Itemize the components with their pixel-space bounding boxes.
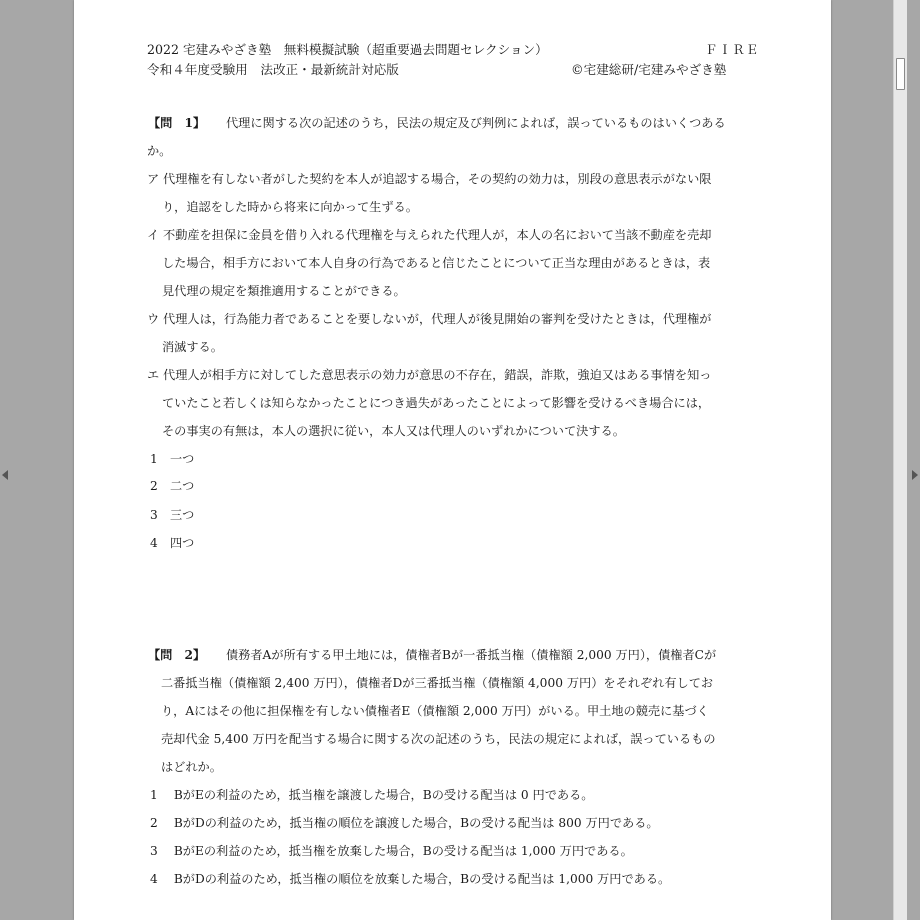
q2-stem-cont: 売却代金 5,400 万円を配当する場合に関する次の記述のうち，民法の規定によれば，誤っているもの (161, 732, 716, 746)
q1-statement-i: イ 不動産を担保に金員を借り入れる代理権を与えられた代理人が，本人の名において当該不動産を売却 (147, 228, 712, 242)
q2-stem-cont: はどれか。 (161, 760, 222, 774)
header-series: ＦＩＲＥ (705, 42, 760, 57)
q1-statement-u-cont: 消滅する。 (162, 340, 223, 354)
q1-statement-e: エ 代理人が相手方に対してした意思表示の効力が意思の不存在，錯誤，詐欺，強迫又はある事情を知っ (147, 368, 712, 382)
header-edition: 令和４年度受験用 法改正・最新統計対応版 (147, 62, 399, 77)
q1-statement-e-cont: その事実の有無は，本人の選択に従い，本人又は代理人のいずれかについて決する。 (162, 424, 625, 438)
q1-choice: 3 三つ (150, 508, 195, 522)
header-title: 2022 宅建みやざき塾 無料模擬試験（超重要過去問題セレクション） (147, 42, 548, 57)
q2-choice: 3 BがEの利益のため，抵当権を放棄した場合，Bの受ける配当は 1,000 万円である。 (150, 844, 633, 858)
header-copyright: ©宅建総研/宅建みやざき塾 (571, 62, 727, 77)
q1-stem-cont: か。 (147, 144, 172, 158)
q2-choice: 2 BがDの利益のため，抵当権の順位を譲渡した場合，Bの受ける配当は 800 万円である。 (150, 816, 659, 830)
q1-statement-i-cont: 見代理の規定を類推適用することができる。 (162, 284, 406, 298)
q1-label: 【問 1】 (148, 116, 206, 130)
q1-statement-a-cont: り，追認をした時から将来に向かって生ずる。 (162, 200, 418, 214)
scrollbar-thumb[interactable] (896, 58, 905, 90)
q2-stem-cont: り，Aにはその他に担保権を有しない債権者E（債権額 2,000 万円）がいる。甲土地の競売に基づく (161, 704, 709, 718)
q1-stem: 代理に関する次の記述のうち，民法の規定及び判例によれば，誤っているものはいくつある (226, 116, 726, 130)
q1-choice: 1 一つ (150, 452, 195, 466)
q1-choice: 2 二つ (150, 479, 195, 493)
q2-label: 【問 2】 (148, 648, 206, 662)
q2-choice: 1 BがEの利益のため，抵当権を譲渡した場合，Bの受ける配当は 0 円である。 (150, 788, 594, 802)
q1-statement-e-cont: ていたこと若しくは知らなかったことにつき過失があったことによって影響を受けるべき場合には， (162, 396, 711, 410)
vertical-scrollbar[interactable] (893, 0, 907, 920)
q1-statement-u: ウ 代理人は，行為能力者であることを要しないが，代理人が後見開始の審判を受けたときは，代理権が (147, 312, 712, 326)
q1-statement-a: ア 代理権を有しない者がした契約を本人が追認する場合，その契約の効力は，別段の意思表示がない限 (147, 172, 712, 186)
document-page (74, 0, 831, 920)
q1-statement-i-cont: した場合，相手方において本人自身の行為であると信じたことについて正当な理由があるときは，表 (162, 256, 711, 270)
scroll-right-arrow-icon[interactable] (912, 470, 918, 480)
q2-stem: 債務者Aが所有する甲土地には，債権者Bが一番抵当権（債権額 2,000 万円），債権者Cが (226, 648, 717, 662)
q1-choice: 4 四つ (150, 536, 195, 550)
q2-choice: 4 BがDの利益のため，抵当権の順位を放棄した場合，Bの受ける配当は 1,000 万円である。 (150, 872, 671, 886)
q2-stem-cont: 二番抵当権（債権額 2,400 万円），債権者Dが三番抵当権（債権額 4,000 万円）をそれぞれ有してお (161, 676, 714, 690)
scroll-left-arrow-icon[interactable] (2, 470, 8, 480)
